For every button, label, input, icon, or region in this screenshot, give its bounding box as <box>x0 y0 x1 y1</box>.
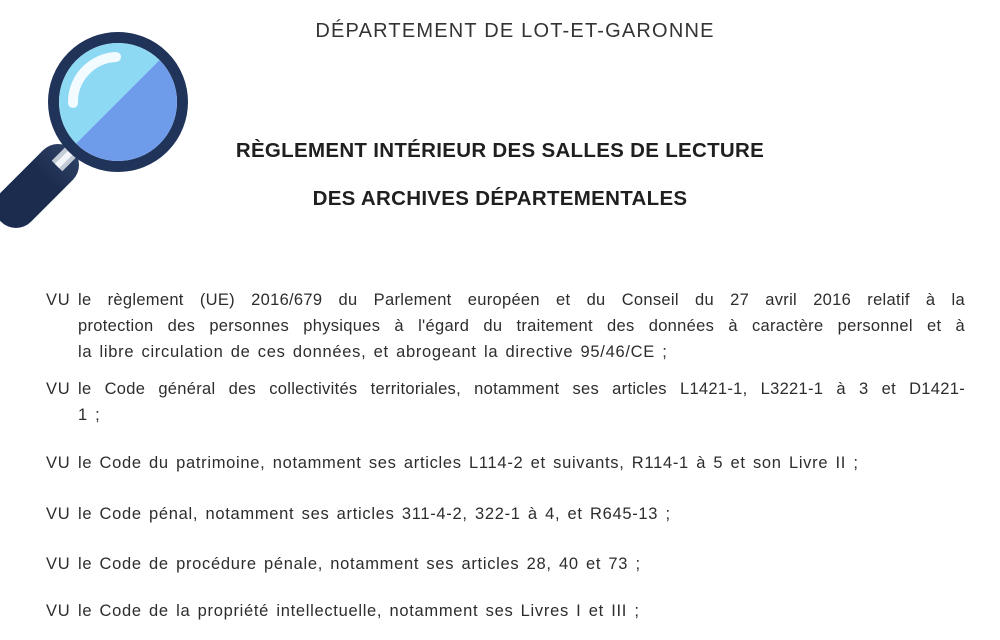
document-text-line: le Code du patrimoine, notamment ses articles L114-2 et suivants, R114-1 à 5 et son Livre II ; <box>78 453 859 472</box>
vu-label: VU <box>46 504 71 523</box>
vu-paragraph <box>46 552 965 578</box>
vu-paragraph <box>46 451 965 477</box>
document-text-line: 1 ; <box>78 406 101 425</box>
vu-paragraph-text <box>78 502 965 528</box>
department-header: DÉPARTEMENT DE LOT-ET-GARONNE <box>315 20 715 42</box>
document-text-line: la libre circulation de ces données, et abrogeant la directive 95/46/CE ; <box>78 342 668 361</box>
document-title-line2: DES ARCHIVES DÉPARTEMENTALES <box>312 187 688 210</box>
vu-label: VU <box>46 554 71 573</box>
vu-paragraph-text <box>78 451 965 477</box>
document-text-line: le règlement (UE) 2016/679 du Parlement européen et du Conseil du 27 avril 2016 relatif à la <box>78 291 965 309</box>
vu-label: VU <box>46 453 71 472</box>
vu-label: VU <box>46 602 71 621</box>
document-text-line: protection des personnes physiques à l'égard du traitement des données à caractère personnel et à <box>78 316 965 335</box>
vu-paragraph <box>46 599 965 625</box>
vu-label: VU <box>46 291 71 309</box>
vu-paragraph-text <box>78 552 965 578</box>
document-text-line: le Code général des collectivités territoriales, notamment ses articles L1421-1, L3221-1 à 3 et D1421- <box>78 380 965 399</box>
document-text-line: le Code de procédure pénale, notamment ses articles 28, 40 et 73 ; <box>78 554 641 573</box>
document-title-line1: RÈGLEMENT INTÉRIEUR DES SALLES DE LECTURE <box>235 139 765 162</box>
vu-paragraph-text <box>78 288 965 365</box>
document-title <box>0 127 1000 223</box>
vu-paragraph <box>46 377 965 429</box>
vu-paragraph <box>46 288 965 365</box>
vu-label: VU <box>46 380 71 399</box>
vu-paragraph-text <box>78 599 965 625</box>
vu-paragraphs <box>46 288 965 625</box>
vu-paragraph <box>46 502 965 528</box>
document-text-line: le Code de la propriété intellectuelle, notamment ses Livres I et III ; <box>78 602 640 621</box>
vu-paragraph-text <box>78 377 965 429</box>
document-text-line: le Code pénal, notamment ses articles 311-4-2, 322-1 à 4, et R645-13 ; <box>78 504 671 523</box>
